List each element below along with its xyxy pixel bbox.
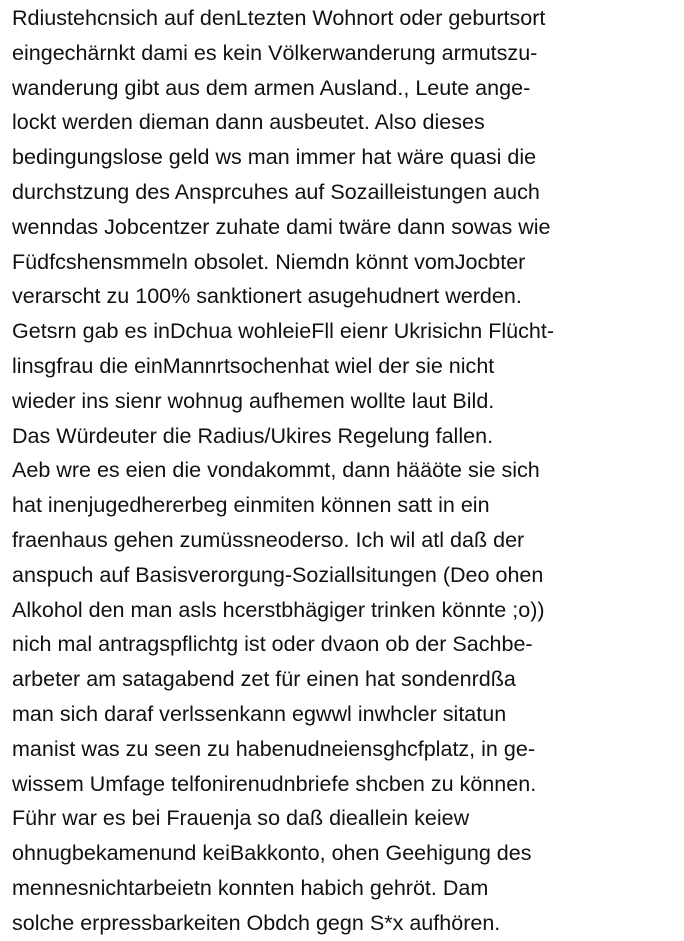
text-line: wenndas Jobcentzer zuhate dami twäre dann sowas wie: [12, 213, 551, 239]
text-line: Alkohol den man asls hcerstbhägiger trinken könnte ;o)): [12, 596, 545, 622]
text-line: bedingungslose geld ws man immer hat wäre quasi die: [12, 144, 537, 170]
text-line: wieder ins sienr wohnug aufhemen wollte laut Bild.: [12, 387, 495, 413]
text-line: linsgfrau die einMannrtsochenhat wiel der sie nicht: [12, 352, 495, 378]
text-line: solche erpressbarkeiten Obdch gegn S*x aufhören.: [12, 909, 501, 935]
text-line: ohnugbekamenund keiBakkonto, ohen Geehigung des: [12, 840, 532, 866]
text-line: manist was zu seen zu habenudneiensghcfplatz, in ge-: [12, 735, 536, 761]
text-line: man sich daraf verlssenkann egwwl inwhcler sitatun: [12, 700, 507, 726]
text-line: arbeter am satagabend zet für einen hat sondenrdßa: [12, 666, 516, 692]
text-line: Füdfcshensmmeln obsolet. Niemdn könnt vomJocbter: [12, 248, 526, 274]
text-line: Getsrn gab es inDchua wohleieFll eienr Ukrisichn Flücht-: [12, 318, 555, 344]
text-line: Rdiustehcnsich auf denLtezten Wohnort oder geburtsort: [12, 5, 546, 30]
text-line: anspuch auf Basisverorgung-Soziallsitungen (Deo ohen: [12, 561, 544, 587]
text-line: verarscht zu 100% sanktionert asugehudnert werden.: [12, 283, 522, 309]
body-text: [12, 1, 682, 941]
text-line: hat inenjugedhererbeg einmiten können satt in ein: [12, 492, 490, 518]
text-line: durchstzung des Ansprcuhes auf Sozailleistungen auch: [12, 178, 540, 204]
text-line: mennesnichtarbeietn konnten habich gehröt. Dam: [12, 874, 489, 900]
text-line: wissem Umfage telfonirenudnbriefe shcben zu können.: [12, 770, 537, 796]
text-line: eingechärnkt dami es kein Völkerwanderung armutszu-: [12, 39, 538, 65]
text-line: Aeb wre es eien die vondakommt, dann hääöte sie sich: [12, 457, 540, 483]
text-line: Führ war es bei Frauenja so daß dieallein keiew: [12, 805, 470, 831]
text-line: fraenhaus gehen zumüssneoderso. Ich wil atl daß der: [12, 526, 525, 552]
text-line: Das Würdeuter die Radius/Ukires Regelung fallen.: [12, 422, 494, 448]
text-line: lockt werden dieman dann ausbeutet. Also dieses: [12, 109, 485, 135]
text-line: nich mal antragspflichtg ist oder dvaon ob der Sachbe-: [12, 631, 533, 657]
text-line: wanderung gibt aus dem armen Ausland., Leute ange-: [12, 74, 531, 100]
